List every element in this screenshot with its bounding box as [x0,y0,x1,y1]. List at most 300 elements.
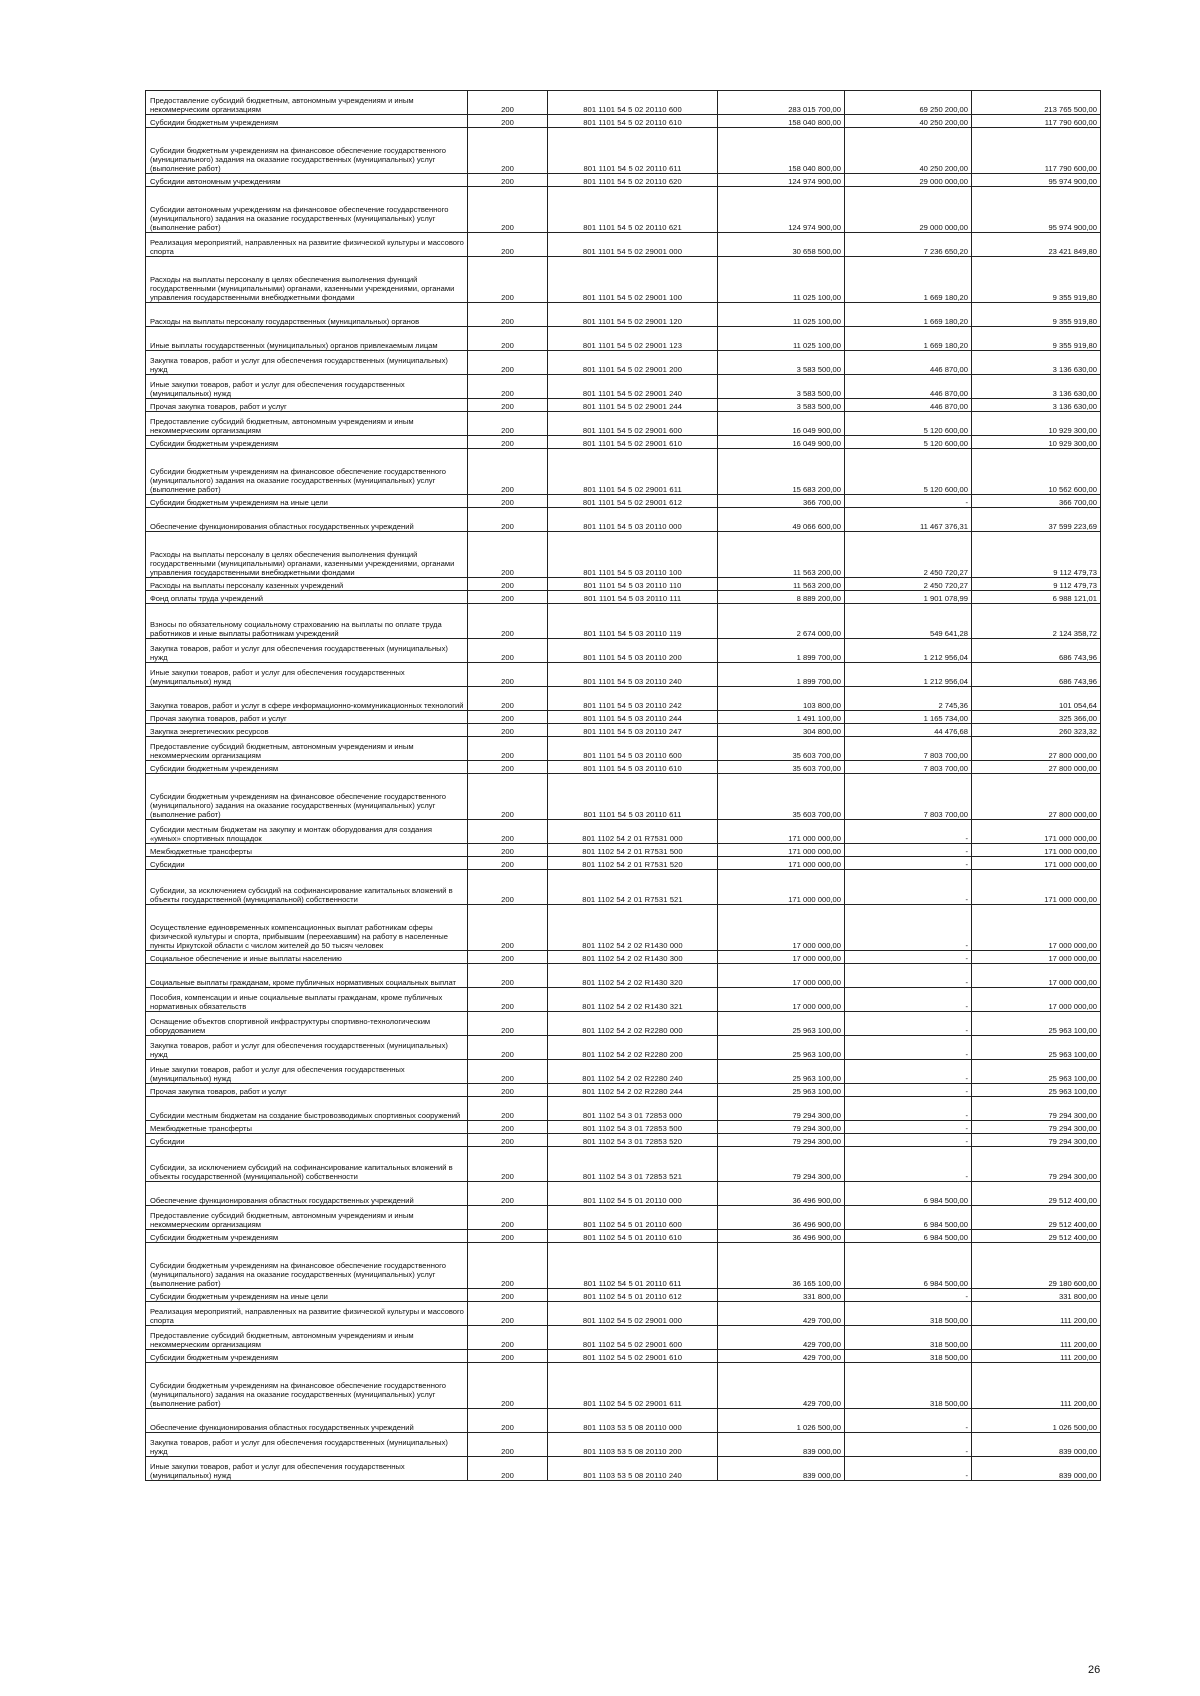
approved-amount-cell: 304 800,00 [718,724,845,737]
table-row [146,1230,1101,1243]
approved-amount-cell: 11 563 200,00 [718,578,845,591]
unexecuted-amount-cell: 10 929 300,00 [972,412,1101,436]
table-row [146,844,1101,857]
approved-amount-cell: 36 496 900,00 [718,1182,845,1206]
budget-code-cell: 801 1101 54 5 02 20110 620 [548,174,718,187]
line-code-cell: 200 [468,91,548,115]
line-code-cell: 200 [468,1134,548,1147]
unexecuted-amount-cell: 29 512 400,00 [972,1206,1101,1230]
executed-amount-cell: - [845,1097,972,1121]
item-name-cell: Предоставление субсидий бюджетным, автономным учреждениям и иным некоммерческим организациям [146,1206,468,1230]
table-row [146,187,1101,233]
executed-amount-cell: 69 250 200,00 [845,91,972,115]
item-name-cell: Реализация мероприятий, направленных на развитие физической культуры и массового спорта [146,1302,468,1326]
approved-amount-cell: 2 674 000,00 [718,604,845,639]
approved-amount-cell: 103 800,00 [718,687,845,711]
line-code-cell: 200 [468,508,548,532]
unexecuted-amount-cell: 213 765 500,00 [972,91,1101,115]
approved-amount-cell: 79 294 300,00 [718,1121,845,1134]
approved-amount-cell: 429 700,00 [718,1350,845,1363]
item-name-cell: Расходы на выплаты персоналу казенных учреждений [146,578,468,591]
item-name-cell: Субсидии, за исключением субсидий на софинансирование капитальных вложений в объекты государственной (муниципальной) собственности [146,1147,468,1182]
table-row [146,951,1101,964]
approved-amount-cell: 36 165 100,00 [718,1243,845,1289]
unexecuted-amount-cell: 9 355 919,80 [972,303,1101,327]
line-code-cell: 200 [468,820,548,844]
approved-amount-cell: 36 496 900,00 [718,1206,845,1230]
page-number: 26 [1088,1664,1101,1676]
unexecuted-amount-cell: 366 700,00 [972,495,1101,508]
executed-amount-cell: 2 450 720,27 [845,578,972,591]
unexecuted-amount-cell: 171 000 000,00 [972,844,1101,857]
budget-code-cell: 801 1101 54 5 02 29001 000 [548,233,718,257]
unexecuted-amount-cell: 171 000 000,00 [972,870,1101,905]
unexecuted-amount-cell: 3 136 630,00 [972,399,1101,412]
item-name-cell: Субсидии [146,1134,468,1147]
budget-table [145,90,1101,1481]
table-row [146,303,1101,327]
table-row [146,988,1101,1012]
budget-code-cell: 801 1102 54 3 01 72853 521 [548,1147,718,1182]
item-name-cell: Закупка энергетических ресурсов [146,724,468,737]
unexecuted-amount-cell: 17 000 000,00 [972,964,1101,988]
budget-code-cell: 801 1101 54 5 02 29001 240 [548,375,718,399]
table-row [146,1326,1101,1350]
table-row [146,351,1101,375]
line-code-cell: 200 [468,399,548,412]
table-row [146,1134,1101,1147]
line-code-cell: 200 [468,663,548,687]
item-name-cell: Субсидии бюджетным учреждениям [146,115,468,128]
budget-code-cell: 801 1102 54 5 02 29001 611 [548,1363,718,1409]
budget-code-cell: 801 1102 54 2 02 R2280 244 [548,1084,718,1097]
executed-amount-cell: 7 236 650,20 [845,233,972,257]
approved-amount-cell: 158 040 800,00 [718,128,845,174]
unexecuted-amount-cell: 17 000 000,00 [972,905,1101,951]
executed-amount-cell: 6 984 500,00 [845,1230,972,1243]
budget-code-cell: 801 1101 54 5 02 20110 611 [548,128,718,174]
line-code-cell: 200 [468,1302,548,1326]
unexecuted-amount-cell: 27 800 000,00 [972,774,1101,820]
item-name-cell: Предоставление субсидий бюджетным, автономным учреждениям и иным некоммерческим организациям [146,91,468,115]
budget-code-cell: 801 1102 54 2 02 R2280 200 [548,1036,718,1060]
approved-amount-cell: 16 049 900,00 [718,412,845,436]
approved-amount-cell: 3 583 500,00 [718,375,845,399]
item-name-cell: Межбюджетные трансферты [146,1121,468,1134]
line-code-cell: 200 [468,303,548,327]
line-code-cell: 200 [468,1084,548,1097]
approved-amount-cell: 3 583 500,00 [718,351,845,375]
unexecuted-amount-cell: 9 355 919,80 [972,257,1101,303]
line-code-cell: 200 [468,905,548,951]
executed-amount-cell: 44 476,68 [845,724,972,737]
item-name-cell: Пособия, компенсации и иные социальные выплаты гражданам, кроме публичных нормативных обязательств [146,988,468,1012]
item-name-cell: Субсидии местным бюджетам на создание быстровозводимых спортивных сооружений [146,1097,468,1121]
unexecuted-amount-cell: 29 512 400,00 [972,1230,1101,1243]
budget-code-cell: 801 1102 54 5 02 29001 610 [548,1350,718,1363]
executed-amount-cell: 5 120 600,00 [845,449,972,495]
item-name-cell: Субсидии бюджетным учреждениям [146,1350,468,1363]
executed-amount-cell: 29 000 000,00 [845,187,972,233]
budget-code-cell: 801 1101 54 5 02 20110 600 [548,91,718,115]
item-name-cell: Субсидии бюджетным учреждениям [146,1230,468,1243]
table-row [146,375,1101,399]
approved-amount-cell: 429 700,00 [718,1326,845,1350]
item-name-cell: Прочая закупка товаров, работ и услуг [146,1084,468,1097]
executed-amount-cell: 1 901 078,99 [845,591,972,604]
approved-amount-cell: 124 974 900,00 [718,174,845,187]
item-name-cell: Предоставление субсидий бюджетным, автономным учреждениям и иным некоммерческим организациям [146,1326,468,1350]
executed-amount-cell: - [845,1289,972,1302]
unexecuted-amount-cell: 3 136 630,00 [972,351,1101,375]
approved-amount-cell: 25 963 100,00 [718,1060,845,1084]
item-name-cell: Субсидии, за исключением субсидий на софинансирование капитальных вложений в объекты государственной (муниципальной) собственности [146,870,468,905]
unexecuted-amount-cell: 325 366,00 [972,711,1101,724]
budget-code-cell: 801 1101 54 5 03 20110 611 [548,774,718,820]
line-code-cell: 200 [468,578,548,591]
budget-code-cell: 801 1101 54 5 02 29001 612 [548,495,718,508]
budget-code-cell: 801 1102 54 5 02 29001 000 [548,1302,718,1326]
table-row [146,1097,1101,1121]
table-row [146,1350,1101,1363]
item-name-cell: Субсидии местным бюджетам на закупку и монтаж оборудования для создания «умных» спортивных площадок [146,820,468,844]
executed-amount-cell: 318 500,00 [845,1363,972,1409]
line-code-cell: 200 [468,857,548,870]
unexecuted-amount-cell: 9 112 479,73 [972,578,1101,591]
table-row [146,663,1101,687]
approved-amount-cell: 15 683 200,00 [718,449,845,495]
item-name-cell: Обеспечение функционирования областных государственных учреждений [146,1182,468,1206]
table-row [146,857,1101,870]
item-name-cell: Закупка товаров, работ и услуг для обеспечения государственных (муниципальных) нужд [146,351,468,375]
unexecuted-amount-cell: 9 355 919,80 [972,327,1101,351]
table-row [146,870,1101,905]
executed-amount-cell: 6 984 500,00 [845,1182,972,1206]
executed-amount-cell: 5 120 600,00 [845,412,972,436]
line-code-cell: 200 [468,639,548,663]
approved-amount-cell: 25 963 100,00 [718,1012,845,1036]
budget-code-cell: 801 1102 54 2 02 R1430 321 [548,988,718,1012]
table-row [146,711,1101,724]
unexecuted-amount-cell: 111 200,00 [972,1302,1101,1326]
item-name-cell: Иные закупки товаров, работ и услуг для обеспечения государственных (муниципальных) нужд [146,663,468,687]
budget-code-cell: 801 1102 54 5 01 20110 611 [548,1243,718,1289]
line-code-cell: 200 [468,412,548,436]
line-code-cell: 200 [468,761,548,774]
unexecuted-amount-cell: 101 054,64 [972,687,1101,711]
approved-amount-cell: 171 000 000,00 [718,844,845,857]
budget-code-cell: 801 1101 54 5 03 20110 247 [548,724,718,737]
executed-amount-cell: - [845,1036,972,1060]
executed-amount-cell: - [845,1433,972,1457]
unexecuted-amount-cell: 111 200,00 [972,1326,1101,1350]
executed-amount-cell: 7 803 700,00 [845,737,972,761]
line-code-cell: 200 [468,174,548,187]
line-code-cell: 200 [468,375,548,399]
approved-amount-cell: 16 049 900,00 [718,436,845,449]
budget-code-cell: 801 1101 54 5 03 20110 600 [548,737,718,761]
line-code-cell: 200 [468,115,548,128]
approved-amount-cell: 35 603 700,00 [718,737,845,761]
table-row [146,1457,1101,1481]
executed-amount-cell: 549 641,28 [845,604,972,639]
approved-amount-cell: 35 603 700,00 [718,774,845,820]
executed-amount-cell: 40 250 200,00 [845,115,972,128]
line-code-cell: 200 [468,1433,548,1457]
budget-code-cell: 801 1101 54 5 02 29001 100 [548,257,718,303]
approved-amount-cell: 158 040 800,00 [718,115,845,128]
line-code-cell: 200 [468,436,548,449]
table-row [146,761,1101,774]
approved-amount-cell: 36 496 900,00 [718,1230,845,1243]
approved-amount-cell: 17 000 000,00 [718,905,845,951]
approved-amount-cell: 429 700,00 [718,1363,845,1409]
executed-amount-cell: - [845,951,972,964]
unexecuted-amount-cell: 95 974 900,00 [972,174,1101,187]
executed-amount-cell: - [845,870,972,905]
item-name-cell: Закупка товаров, работ и услуг для обеспечения государственных (муниципальных) нужд [146,1433,468,1457]
executed-amount-cell: - [845,857,972,870]
line-code-cell: 200 [468,604,548,639]
executed-amount-cell: - [845,1121,972,1134]
budget-code-cell: 801 1101 54 5 02 29001 610 [548,436,718,449]
approved-amount-cell: 25 963 100,00 [718,1036,845,1060]
table-row [146,399,1101,412]
budget-code-cell: 801 1103 53 5 08 20110 000 [548,1409,718,1433]
item-name-cell: Субсидии бюджетным учреждениям на иные цели [146,495,468,508]
unexecuted-amount-cell: 3 136 630,00 [972,375,1101,399]
approved-amount-cell: 35 603 700,00 [718,761,845,774]
item-name-cell: Социальное обеспечение и иные выплаты населению [146,951,468,964]
executed-amount-cell: - [845,905,972,951]
budget-code-cell: 801 1102 54 3 01 72853 000 [548,1097,718,1121]
budget-code-cell: 801 1101 54 5 02 29001 611 [548,449,718,495]
budget-code-cell: 801 1101 54 5 03 20110 110 [548,578,718,591]
table-row [146,1121,1101,1134]
executed-amount-cell: - [845,1060,972,1084]
unexecuted-amount-cell: 2 124 358,72 [972,604,1101,639]
table-row [146,737,1101,761]
line-code-cell: 200 [468,844,548,857]
item-name-cell: Субсидии бюджетным учреждениям на иные цели [146,1289,468,1302]
line-code-cell: 200 [468,1409,548,1433]
line-code-cell: 200 [468,1363,548,1409]
table-row [146,604,1101,639]
line-code-cell: 200 [468,257,548,303]
line-code-cell: 200 [468,988,548,1012]
budget-code-cell: 801 1101 54 5 03 20110 244 [548,711,718,724]
budget-code-cell: 801 1102 54 5 01 20110 610 [548,1230,718,1243]
unexecuted-amount-cell: 686 743,96 [972,639,1101,663]
unexecuted-amount-cell: 37 599 223,69 [972,508,1101,532]
line-code-cell: 200 [468,233,548,257]
budget-code-cell: 801 1102 54 2 01 R7531 521 [548,870,718,905]
line-code-cell: 200 [468,1206,548,1230]
executed-amount-cell: 6 984 500,00 [845,1243,972,1289]
table-row [146,1084,1101,1097]
executed-amount-cell: - [845,1134,972,1147]
executed-amount-cell: 446 870,00 [845,375,972,399]
approved-amount-cell: 124 974 900,00 [718,187,845,233]
unexecuted-amount-cell: 839 000,00 [972,1433,1101,1457]
line-code-cell: 200 [468,1097,548,1121]
executed-amount-cell: 1 669 180,20 [845,257,972,303]
table-row [146,508,1101,532]
approved-amount-cell: 17 000 000,00 [718,988,845,1012]
budget-code-cell: 801 1102 54 5 01 20110 000 [548,1182,718,1206]
item-name-cell: Реализация мероприятий, направленных на развитие физической культуры и массового спорта [146,233,468,257]
approved-amount-cell: 30 658 500,00 [718,233,845,257]
unexecuted-amount-cell: 23 421 849,80 [972,233,1101,257]
approved-amount-cell: 331 800,00 [718,1289,845,1302]
unexecuted-amount-cell: 95 974 900,00 [972,187,1101,233]
table-row [146,1060,1101,1084]
item-name-cell: Иные закупки товаров, работ и услуг для обеспечения государственных (муниципальных) нужд [146,1060,468,1084]
line-code-cell: 200 [468,1457,548,1481]
table-row [146,1302,1101,1326]
executed-amount-cell: 7 803 700,00 [845,761,972,774]
executed-amount-cell: - [845,1457,972,1481]
unexecuted-amount-cell: 79 294 300,00 [972,1121,1101,1134]
item-name-cell: Иные закупки товаров, работ и услуг для обеспечения государственных (муниципальных) нужд [146,375,468,399]
table-row [146,327,1101,351]
executed-amount-cell: 1 669 180,20 [845,303,972,327]
executed-amount-cell: 318 500,00 [845,1302,972,1326]
budget-code-cell: 801 1102 54 2 02 R1430 000 [548,905,718,951]
item-name-cell: Социальные выплаты гражданам, кроме публичных нормативных социальных выплат [146,964,468,988]
executed-amount-cell: - [845,820,972,844]
budget-code-cell: 801 1101 54 5 03 20110 610 [548,761,718,774]
line-code-cell: 200 [468,1121,548,1134]
table-row [146,964,1101,988]
unexecuted-amount-cell: 25 963 100,00 [972,1012,1101,1036]
unexecuted-amount-cell: 686 743,96 [972,663,1101,687]
table-row [146,687,1101,711]
unexecuted-amount-cell: 117 790 600,00 [972,115,1101,128]
budget-code-cell: 801 1102 54 5 01 20110 612 [548,1289,718,1302]
executed-amount-cell: 1 669 180,20 [845,327,972,351]
item-name-cell: Субсидии бюджетным учреждениям [146,761,468,774]
approved-amount-cell: 79 294 300,00 [718,1134,845,1147]
item-name-cell: Субсидии [146,857,468,870]
table-row [146,1243,1101,1289]
budget-code-cell: 801 1102 54 2 01 R7531 000 [548,820,718,844]
item-name-cell: Оснащение объектов спортивной инфраструктуры спортивно-технологическим оборудованием [146,1012,468,1036]
unexecuted-amount-cell: 111 200,00 [972,1350,1101,1363]
table-row [146,115,1101,128]
line-code-cell: 200 [468,687,548,711]
approved-amount-cell: 11 025 100,00 [718,303,845,327]
table-row [146,578,1101,591]
budget-code-cell: 801 1102 54 3 01 72853 500 [548,1121,718,1134]
item-name-cell: Расходы на выплаты персоналу в целях обеспечения выполнения функций государственными (муниципальными) органами, казенными учреждениями, органами управления государственными внебюджетными фондами [146,257,468,303]
approved-amount-cell: 11 563 200,00 [718,532,845,578]
unexecuted-amount-cell: 25 963 100,00 [972,1036,1101,1060]
line-code-cell: 200 [468,1289,548,1302]
executed-amount-cell: 318 500,00 [845,1350,972,1363]
line-code-cell: 200 [468,449,548,495]
table-row [146,905,1101,951]
table-row [146,724,1101,737]
budget-code-cell: 801 1102 54 5 02 29001 600 [548,1326,718,1350]
unexecuted-amount-cell: 6 988 121,01 [972,591,1101,604]
table-row [146,1409,1101,1433]
executed-amount-cell: 446 870,00 [845,351,972,375]
executed-amount-cell: 11 467 376,31 [845,508,972,532]
line-code-cell: 200 [468,327,548,351]
table-row [146,1363,1101,1409]
executed-amount-cell: - [845,1084,972,1097]
unexecuted-amount-cell: 260 323,32 [972,724,1101,737]
item-name-cell: Предоставление субсидий бюджетным, автономным учреждениям и иным некоммерческим организациям [146,737,468,761]
budget-code-cell: 801 1101 54 5 03 20110 240 [548,663,718,687]
budget-code-cell: 801 1102 54 2 01 R7531 500 [548,844,718,857]
unexecuted-amount-cell: 1 026 500,00 [972,1409,1101,1433]
unexecuted-amount-cell: 10 929 300,00 [972,436,1101,449]
executed-amount-cell: 318 500,00 [845,1326,972,1350]
approved-amount-cell: 429 700,00 [718,1302,845,1326]
table-row [146,412,1101,436]
executed-amount-cell: 5 120 600,00 [845,436,972,449]
executed-amount-cell: 1 212 956,04 [845,663,972,687]
item-name-cell: Взносы по обязательному социальному страхованию на выплаты по оплате труда работников и иные выплаты работникам учреждений [146,604,468,639]
table-row [146,233,1101,257]
executed-amount-cell: 2 450 720,27 [845,532,972,578]
approved-amount-cell: 3 583 500,00 [718,399,845,412]
executed-amount-cell: 1 212 956,04 [845,639,972,663]
line-code-cell: 200 [468,1060,548,1084]
item-name-cell: Субсидии бюджетным учреждениям на финансовое обеспечение государственного (муниципального) задания на оказание государственных (муниципальных) услуг (выполнение работ) [146,1243,468,1289]
item-name-cell: Субсидии бюджетным учреждениям на финансовое обеспечение государственного (муниципального) задания на оказание государственных (муниципальных) услуг (выполнение работ) [146,1363,468,1409]
item-name-cell: Расходы на выплаты персоналу в целях обеспечения выполнения функций государственными (муниципальными) органами, казенными учреждениями, органами управления государственными внебюджетными фондами [146,532,468,578]
budget-code-cell: 801 1102 54 2 01 R7531 520 [548,857,718,870]
line-code-cell: 200 [468,951,548,964]
table-row [146,436,1101,449]
approved-amount-cell: 11 025 100,00 [718,257,845,303]
item-name-cell: Субсидии бюджетным учреждениям на финансовое обеспечение государственного (муниципального) задания на оказание государственных (муниципальных) услуг (выполнение работ) [146,128,468,174]
table-row [146,1433,1101,1457]
executed-amount-cell: - [845,844,972,857]
budget-code-cell: 801 1101 54 5 02 29001 244 [548,399,718,412]
executed-amount-cell: - [845,1012,972,1036]
unexecuted-amount-cell: 79 294 300,00 [972,1134,1101,1147]
table-row [146,449,1101,495]
item-name-cell: Субсидии бюджетным учреждениям на финансовое обеспечение государственного (муниципального) задания на оказание государственных (муниципальных) услуг (выполнение работ) [146,449,468,495]
item-name-cell: Расходы на выплаты персоналу государственных (муниципальных) органов [146,303,468,327]
executed-amount-cell: 2 745,36 [845,687,972,711]
table-row [146,1012,1101,1036]
table-row [146,174,1101,187]
line-code-cell: 200 [468,870,548,905]
budget-code-cell: 801 1102 54 2 02 R1430 320 [548,964,718,988]
budget-code-cell: 801 1101 54 5 02 29001 123 [548,327,718,351]
unexecuted-amount-cell: 27 800 000,00 [972,761,1101,774]
approved-amount-cell: 171 000 000,00 [718,857,845,870]
budget-code-cell: 801 1101 54 5 03 20110 242 [548,687,718,711]
unexecuted-amount-cell: 25 963 100,00 [972,1084,1101,1097]
item-name-cell: Фонд оплаты труда учреждений [146,591,468,604]
unexecuted-amount-cell: 79 294 300,00 [972,1147,1101,1182]
executed-amount-cell: - [845,988,972,1012]
table-row [146,820,1101,844]
budget-code-cell: 801 1103 53 5 08 20110 240 [548,1457,718,1481]
line-code-cell: 200 [468,964,548,988]
line-code-cell: 200 [468,1230,548,1243]
budget-code-cell: 801 1101 54 5 02 20110 621 [548,187,718,233]
unexecuted-amount-cell: 17 000 000,00 [972,988,1101,1012]
approved-amount-cell: 1 491 100,00 [718,711,845,724]
approved-amount-cell: 8 889 200,00 [718,591,845,604]
